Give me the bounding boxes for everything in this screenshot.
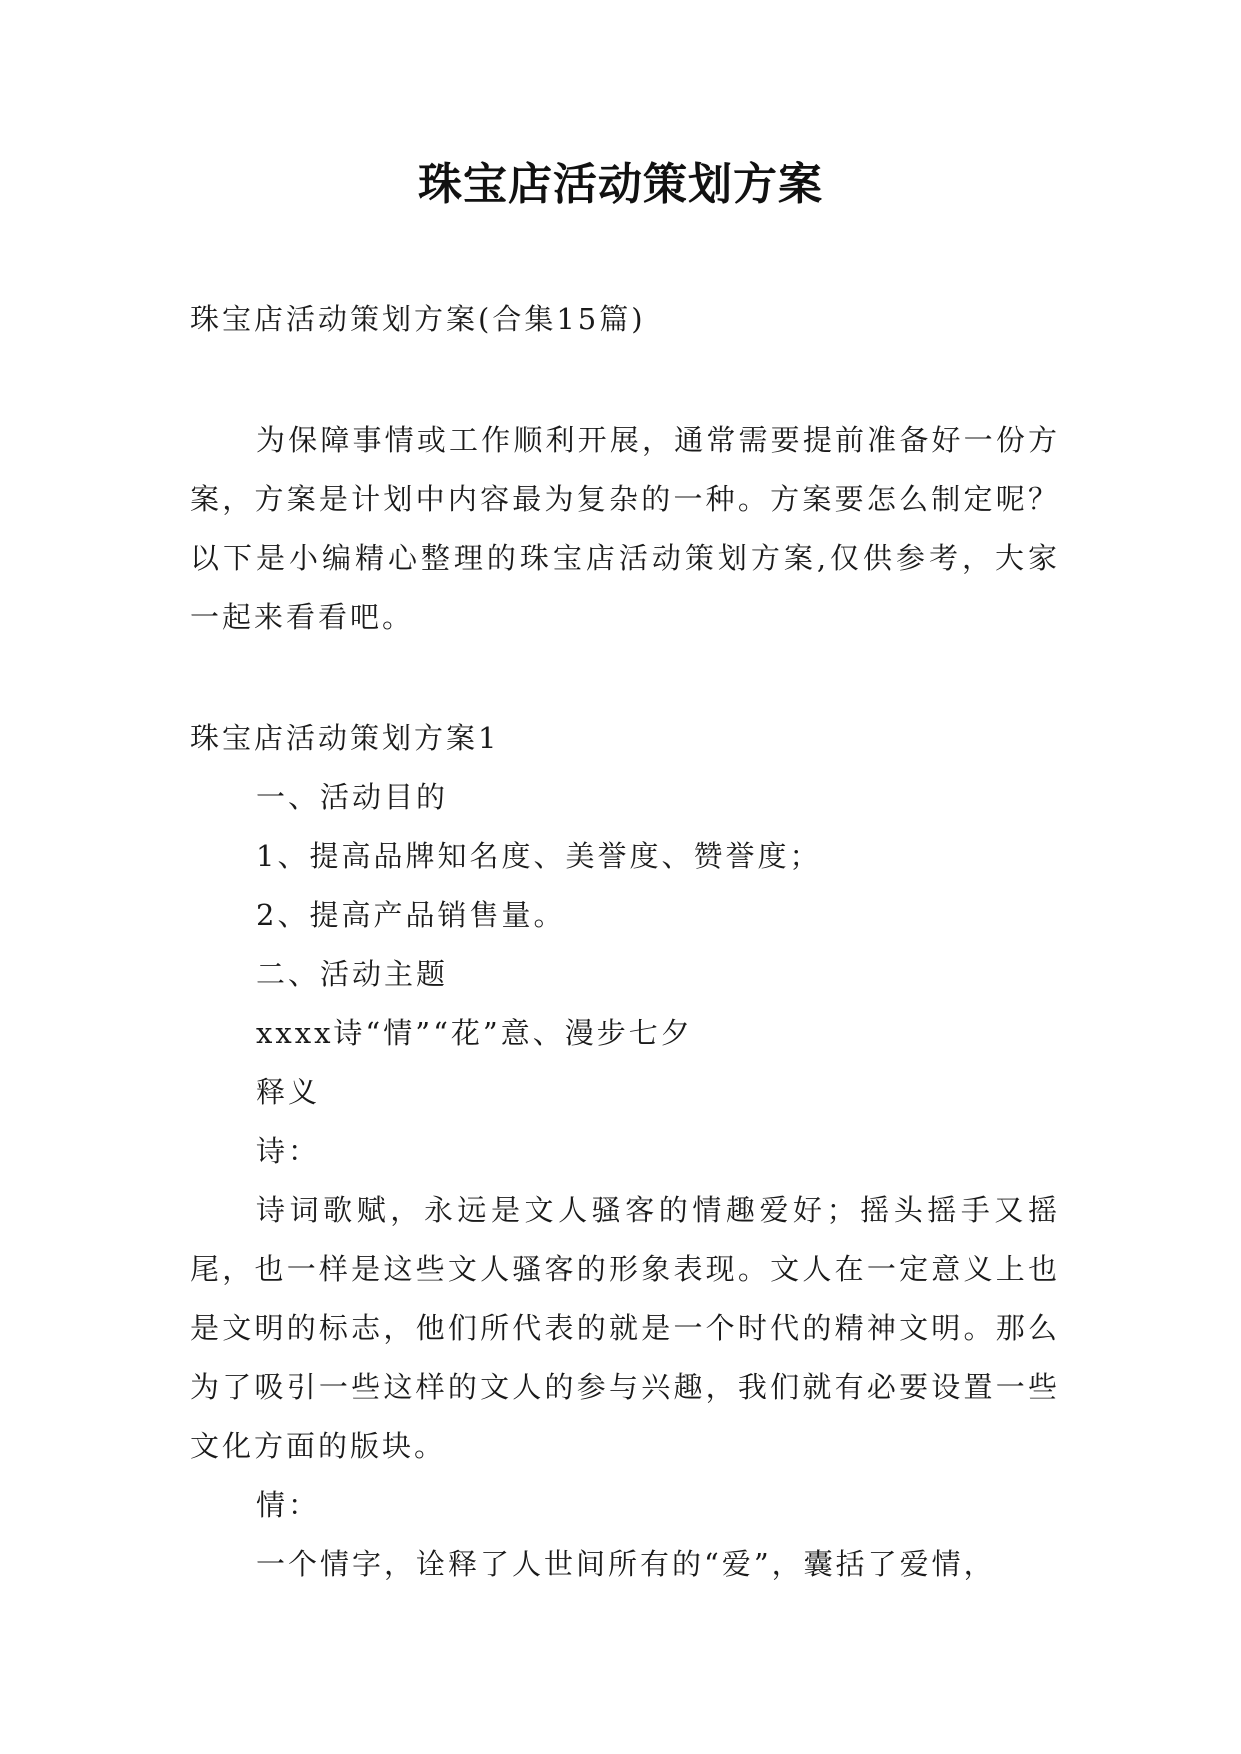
poem-label: 诗： (256, 1134, 321, 1168)
heading-activity-purpose: 一、活动目的 (256, 780, 449, 814)
section-heading: 珠宝店活动策划方案1 (190, 721, 500, 755)
qing-paragraph: 一个情字，诠释了人世间所有的“爱”，囊括了爱情， (256, 1547, 996, 1581)
heading-activity-theme: 二、活动主题 (256, 957, 449, 991)
purpose-item-2: 2、提高产品销售量。 (256, 898, 566, 932)
qing-label: 情： (256, 1488, 321, 1522)
theme-text: xxxx诗“情”“花”意、漫步七夕 (256, 1016, 693, 1050)
intro-paragraph: 为保障事情或工作顺利开展，通常需要提前准备好一份方案，方案是计划中内容最为复杂的一种。方案要怎么制定呢？以下是小编精心整理的珠宝店活动策划方案,仅供参考，大家一起来看看吧。 (190, 423, 1060, 634)
purpose-item-1: 1、提高品牌知名度、美誉度、赞誉度； (256, 839, 822, 873)
poem-paragraph: 诗词歌赋，永远是文人骚客的情趣爱好；摇头摇手又摇尾，也一样是这些文人骚客的形象表现。文人在一定意义上也是文明的标志，他们所代表的就是一个时代的精神文明。那么为了吸引一些这样的文人的参与兴趣，我们就有必要设置一些文化方面的版块。 (190, 1193, 1060, 1463)
document-body (190, 290, 1060, 1594)
definition-label: 释义 (256, 1075, 321, 1109)
document-title: 珠宝店活动策划方案 (418, 159, 823, 210)
document-subtitle: 珠宝店活动策划方案(合集15篇) (190, 302, 646, 336)
